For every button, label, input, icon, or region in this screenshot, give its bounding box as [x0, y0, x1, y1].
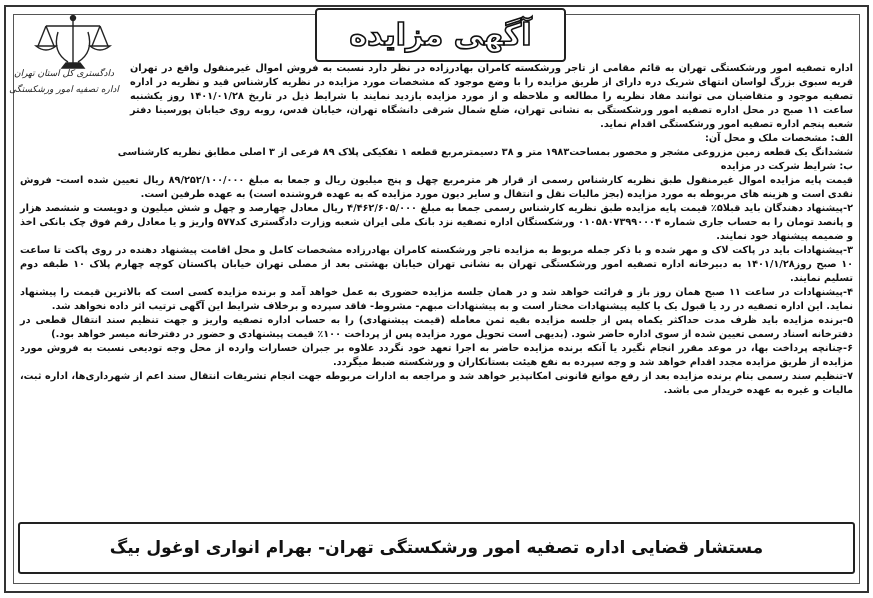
- title-box: [315, 8, 566, 62]
- condition-3: ۳-پیشنهادات باید در پاکت لاک و مهر شده و با ذکر جمله مربوط به مزایده تاجر ورشکسته کامران بهادرزاده مشخصات کامل و محل اقامت پیشنهاد دهنده در روی پاکت تا ساعت ۱۰ صبح روز۱۴۰۱/۱/۲۸ به دبیرخانه اداره تصفیه امور ورشکستگی تهران به نشانی تهران خیابان بهشتی بعد از مصلی تهران خیابان پاکستان کوچه چهارم پلاک ۱۰ طبقه دوم تسلیم نمایند.: [20, 245, 854, 284]
- condition-6: ۶-چنانچه پرداخت بها، در موعد مقرر انجام نگیرد یا آنکه برنده مزایده حاضر به اجرا تعهد خود نگردد علاوه بر جبران خسارات وارده از محل وجه تودیعی نسبت به فروش مورد مزایده از طریق مزایده مجدد اقدام خواهد شد و وجه سپرده به نفع هیئت بستانکاران و ورشکسته ضبط میگردد.: [20, 343, 853, 368]
- condition-2: ۲-پیشنهاد دهندگان باید قبلا۵٪ قیمت پایه مزایده طبق نظریه کارشناس رسمی جمعا به مبلغ ۴/۴۶۲/۶۰۵/۰۰۰ ریال معادل چهارصد و چهل و شش میلیون و دویست و ششصد هزار و پانصد تومان را به حساب جاری شماره ۰۱۰۵۸۰۷۳۹۹۰۰۰۴ ورشکستگان اداره تصفیه نزد بانک ملی ایران شعبه وزارت دادگستری کد۵۷۷ واریز و یا معادل رقم فوق چک بانکی اخذ و ضمیمه پیشنهاد خود نمایند.: [20, 203, 854, 242]
- org-line: اداره تصفیه امور ورشکستگی: [9, 85, 119, 95]
- org-line: دادگستری کل استان تهران: [13, 69, 115, 79]
- intro-paragraph: اداره تصفیه امور ورشکستگی تهران به قائم مقامی از تاجر ورشکسته کامران بهادرزاده در نظر دارد نسبت به فروش اموال غیرمنقول واقع در تهران قریه سبوی بزرگ لواسان انتهای شریک دره دارای از طریق مزایده را با وضع موجود که مشخصات مورد مزایده در نظریه کارشناس قید و نظریه در اداره تصفیه موجود و متقاضیان می توانند مفاد نظریه را مطالعه و ملاحظه و از مورد مزایده بازدید نمایند با شرایط ذیل در تاریخ ۱۴۰۱/۰۱/۲۸ روز یکشنبه ساعت ۱۱ صبح در محل اداره تصفیه امور ورشکستگی به نشانی تهران، ضلع شمال شرقی دانشگاه تهران، خیابان قدس، روبه روی خیابان پورسینا دفتر شعبه پنجم اداره تصفیه امور ورشکستگی اقدام نماید.: [130, 63, 854, 130]
- signature-text: مستشار قضایی اداره تصفیه امور ورشکستگی تهران- بهرام انواری اوغول بیگ: [109, 538, 764, 558]
- condition-7: ۷-تنظیم سند رسمی بنام برنده مزایده بعد از رفع موانع قانونی امکانپذیر خواهد شد و مراجعه به ادارات مربوطه جهت انجام تشریفات انتقال سند اعم از شهرداری‌ها، اداره ثبت، مالیات و غیره به عهده خریدار می باشد.: [20, 371, 853, 396]
- condition-5: ۵-برنده مزایده باید ظرف مدت حداکثر یکماه پس از جلسه مزایده بقیه ثمن معامله (قیمت پیشنهادی) را به حساب اداره تصفیه واریز و جهت تنظیم سند انتقال قطعی در دفترخانه اسناد رسمی تعیین شده از سوی اداره حاضر شود. (بدیهی است تحویل مورد مزایده پس از پرداخت ۱۰۰٪ قیمت پیشنهادی و حضور در دفترخانه میسر خواهد بود.): [20, 315, 853, 340]
- section-a-heading: الف: مشخصات ملک و محل آن:: [705, 133, 853, 144]
- condition-base-price: قیمت پایه مزایده اموال غیرمنقول طبق نظریه کارشناس رسمی از قرار هر مترمربع چهل و پنج میلیون ریال و جمعا به مبلغ ۸۹/۲۵۲/۱۰۰/۰۰۰ ریال تعیین شده است- فروش نقدی است و هزینه های مربوطه به مورد مزایده (بجز مالیات نقل و انتقال و سایر دیون مورد مزایده که به عهده فروشنده است) به عهده طرفین است.: [20, 175, 854, 200]
- section-b-heading: ب: شرایط شرکت در مزایده: [720, 161, 853, 172]
- notice-body: [20, 62, 853, 398]
- condition-4: ۴-پیشنهادات در ساعت ۱۱ صبح همان روز باز و قرائت خواهد شد و در همان جلسه مزایده حضوری به عمل خواهد آمد و برنده مزایده کسی است که بالاترین قیمت را پیشنهاد نماید. این اداره تصفیه در رد یا قبول یک یا کلیه پیشنهادات مختار است و به پیشنهادات مبهم- مشروط- فاقد سپرده و برخلاف شرایط این آگهی ترتیب اثر داده نخواهد شد.: [20, 287, 853, 312]
- property-description: ششدانگ یک قطعه زمین مزروعی مشجر و محصور بمساحت۱۹۸۳ متر و ۳۸ دسیمترمربع قطعه ۱ تفکیکی پلاک ۸۹ فرعی از ۳ اصلی مطابق نظریه کارشناسی: [117, 147, 853, 158]
- page-title: آگهی مزایده: [349, 17, 532, 53]
- signature-box: [18, 522, 855, 574]
